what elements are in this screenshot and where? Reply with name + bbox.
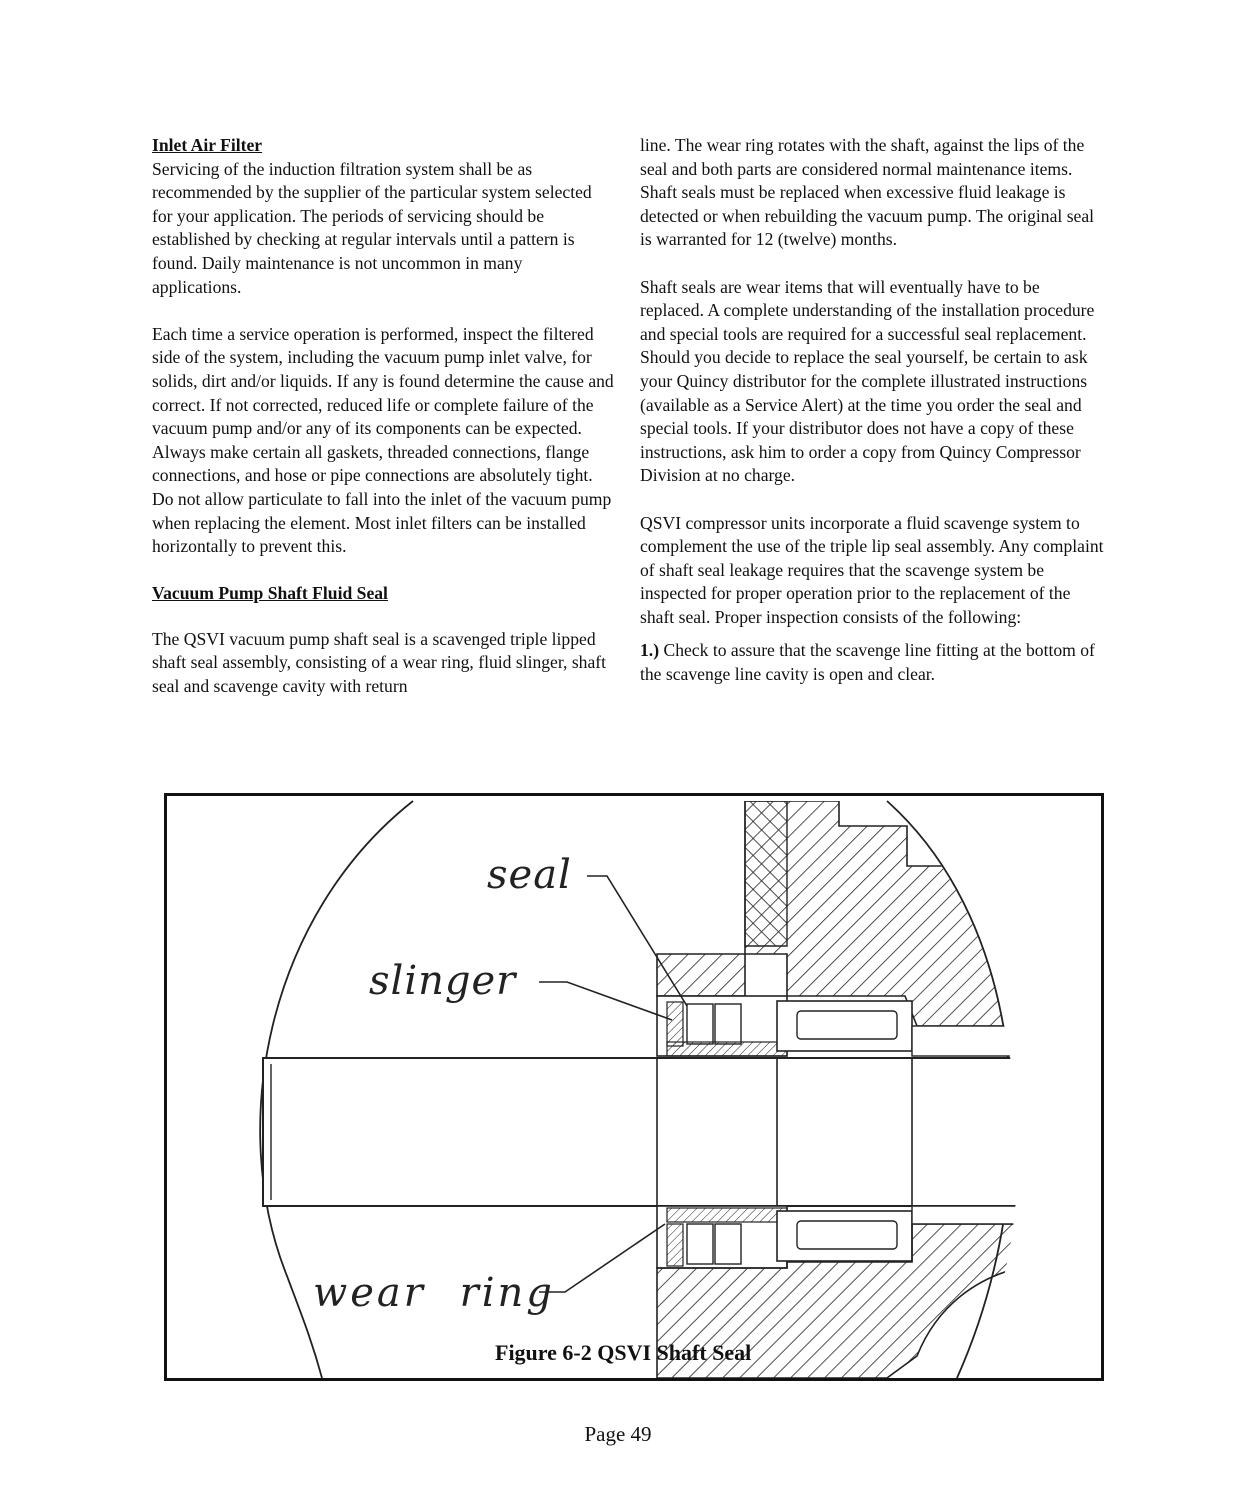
step-1-number: 1.) [640,640,660,661]
upper-flange [745,801,787,946]
shaft-seal-paragraph-1: The QSVI vacuum pump shaft seal is a scavenged triple lipped shaft seal assembly, consisting of a wear ring, fluid slinger, shaft seal and scavenge cavity with return [152,628,607,697]
inlet-paragraph-2: Each time a service operation is performed, inspect the filtered side of the system, including the vacuum pump inlet valve, for solids, dirt and/or liquids. If any is found determine the cause and correct. If not corrected, reduced life or complete failure of the vacuum pump and/or any of its components can be expected. Always make certain all gaskets, threaded connections, flange connections, and hose or pipe connections are absolutely tight. Do not allow particulate to fall into the inlet of the vacuum pump when replacing the element. Most inlet filters can be installed horizontally to prevent this. [152,323,614,557]
step-1 [640,639,1106,686]
upper-slinger [667,1002,683,1046]
shaft [263,1058,1023,1206]
shaft-seal-heading: Vacuum Pump Shaft Fluid Seal [152,583,388,604]
lower-seal-lip-2 [715,1224,741,1264]
right-paragraph-3: QSVI compressor units incorporate a fluid scavenge system to complement the use of the triple lip seal assembly. Any complaint of shaft seal leakage requires that the scavenge system be inspected for proper operation prior to the replacement of the shaft seal. Proper inspection consists of the following: [640,512,1104,627]
upper-seal-lip [687,1004,713,1044]
upper-wear-ring [667,1042,787,1056]
right-paragraph-1: line. The wear ring rotates with the shaft, against the lips of the seal and both parts are considered normal maintenance items. Shaft seals must be replaced when excessive fluid leakage is detected or when rebuilding the vacuum pump. The original seal is warranted for 12 (twelve) months. [640,135,1095,250]
upper-housing [657,801,1027,1026]
inlet-air-filter-heading: Inlet Air Filter [152,135,263,155]
upper-seal-lip-2 [715,1004,741,1044]
inlet-paragraph-1: Servicing of the induction filtration system shall be as recommended by the supplier of the particular system selected for your application. The periods of servicing should be established by checking at regular intervals until a pattern is found. Daily maintenance is not uncommon in many applications. [152,158,592,297]
shaft-seal-figure [164,793,1104,1381]
slinger-leader [539,982,672,1020]
right-column [640,134,1106,687]
lower-step [912,1206,1027,1224]
slinger-callout: slinger [369,958,517,1004]
lower-wear-ring [667,1208,787,1222]
upper-step [912,1026,1027,1056]
lower-bearing-roller [797,1221,897,1249]
lower-slinger [667,1224,683,1266]
wear-ring-callout: wear ring [313,1270,555,1316]
right-paragraph-2: Shaft seals are wear items that will eventually have to be replaced. A complete understanding of the installation procedure and special tools are required for a successful seal replacement. Should you decide to replace the seal yourself, be certain to ask your Quincy distributor for the complete illustrated instructions (available as a Service Alert) at the time you order the seal and special tools. If your distributor does not have a copy of these instructions, ask him to order a copy from Quincy Compressor Division at no charge. [640,276,1095,486]
step-1-text: Check to assure that the scavenge line fitting at the bottom of the scavenge line cavity is open and clear. [640,640,1095,685]
seal-callout: seal [487,852,572,898]
lower-seal-lip [687,1224,713,1264]
wear-ring-leader [539,1224,665,1292]
page-number: Page 49 [584,1422,652,1446]
upper-bearing-roller [797,1011,897,1039]
shaft-seal-drawing [167,796,1101,1378]
figure-caption: Figure 6-2 QSVI Shaft Seal [495,1340,752,1365]
left-column [152,134,614,699]
